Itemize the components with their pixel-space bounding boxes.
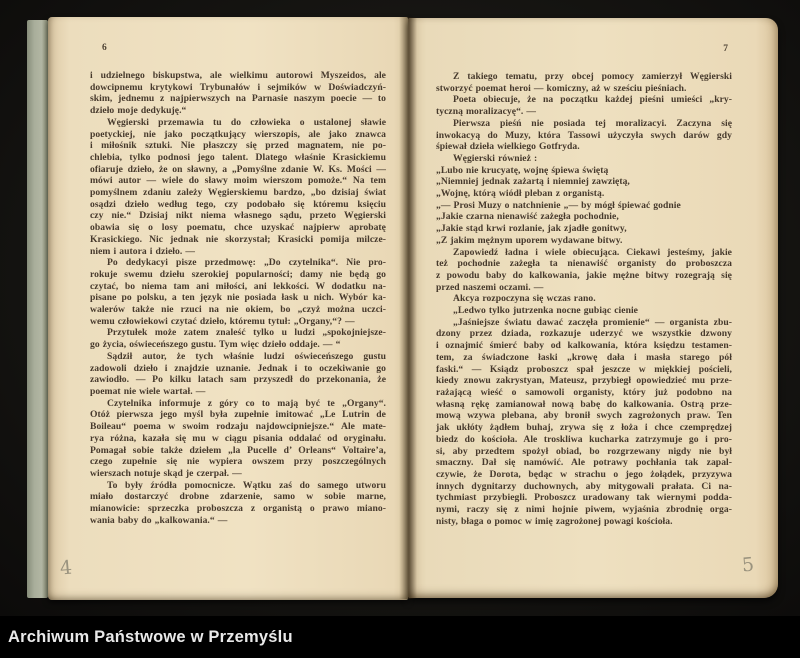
text-line: Sądził autor, że tych właśnie ludzi oświeceńszego gustu	[107, 350, 386, 362]
text-line: pomyślnem zdaniu zależy Węgierskiemu bardzo, „bo dzisiaj świat	[90, 187, 386, 199]
page-right	[408, 18, 778, 598]
page-left	[48, 17, 408, 600]
text-line: innych dygnitarzy duchownych, aby mitygowali prałata. Ci na-	[436, 480, 732, 492]
text-line: zadowoli dzieło i znajdzie uznanie. Jednak i to oczekiwanie go	[90, 362, 386, 374]
text-line: go życia, oświeceńszego gustu. Tym więc dzieło oddaje. — “	[90, 339, 341, 351]
text-line: nisty, błaga o pomoc w imię zagrożonej powagi kościoła.	[436, 515, 673, 527]
text-line: poetyckiej, nie jako początkujący wierszopis, ale jako znawca	[90, 128, 386, 140]
text-line: skim, jednemu z najpierwszych na Parnasie naszym poecie — to	[90, 93, 386, 105]
pencil-folio-left: 4	[59, 556, 74, 580]
text-line: niem i autora i dzieło. —	[90, 245, 195, 257]
text-line: „Jaśniejsze światu dawać zaczęła promienie“ — organista zbu-	[453, 316, 732, 328]
text-line: wemu człowiekowi czytać dzieło, któremu tytuł: „Organy,“? —	[90, 315, 355, 327]
text-line: ofiaruje dzieło, że on sławny, a „Pomyślne zdanie W. Ks. Mości —	[90, 163, 386, 175]
text-line: też pochodnie zażegła ta nienawiść organisty do proboszcza	[436, 258, 732, 270]
text-line: rażającą wieść o samowoli organisty, który już podobno na	[436, 386, 732, 398]
watermark-band	[0, 616, 800, 658]
text-line: jak ukłóty żądłem buhaj, zrywa się z łoża i chce czemprędzej	[436, 422, 732, 434]
text-line: wierszach notuje skąd je czerpał. —	[90, 467, 242, 479]
page-number-right: 7	[723, 44, 728, 54]
text-line: faski.“ — Ksiądz proboszcz spał jeszcze w miękkiej pościeli,	[436, 363, 732, 375]
text-line: dowcipnemu krytykowi Trybunałów i sejmików w Doświadczyń-	[90, 81, 386, 93]
text-line: Otóż pierwsza jego myśl była zupełnie imitować „Le Lutrin de	[90, 409, 386, 421]
text-line: przed naszemi oczami. —	[436, 281, 544, 293]
text-line: Pierwsza pieśń nie posiada tej moralizacyi. Zaczyna się	[453, 117, 732, 129]
text-line: Czytelnika informuje z góry co to mają być te „Organy“.	[107, 397, 386, 409]
text-line: zawiodło. — Po kilku latach sam przyszedł do przekonania, że	[90, 374, 386, 386]
text-line: i udzielnego biskupstwa, ale wielkimu autorowi Myszeidos, ale	[90, 70, 386, 81]
text-block-left	[90, 70, 386, 526]
text-line: Węgierski również :	[453, 152, 538, 164]
text-line: nymi, raczy się z nimi hojnie piwem, wyjaśnia zbrodnię orga-	[436, 504, 732, 516]
flyleaf-edge	[27, 20, 48, 598]
watermark-text: Archiwum Państwowe w Przemyślu	[8, 627, 293, 646]
text-line: Akcya rozpoczyna się wczas rano.	[453, 293, 596, 305]
text-line: To były źródła pomocnicze. Wątku zaś do samego utworu	[107, 479, 386, 491]
text-line: śpiewał dzieła wielkiego Gotfryda.	[436, 141, 580, 153]
text-line: dzony przez dziada, rozkazuje uderzyć we wszystkie dzwony	[436, 328, 732, 340]
text-line: Po dedykacyi pisze przedmowę: „Do czytelnika“. Nie pro-	[107, 257, 386, 269]
text-line: Krasickiego. Nic jednak nie skorzystał; Krasicki pomija milcze-	[90, 233, 386, 245]
text-line: mówi autor — wiele do sławy moim wierszom pomoże.“ Na tem	[90, 175, 386, 187]
text-line: „Z jakim mężnym uporem wydawane bitwy.	[436, 234, 623, 246]
text-line: biedz do kościoła. Ale troskliwa kucharka zatrzymuje go i pro-	[436, 433, 732, 445]
text-line: i miłośnik sztuki. Nie płaszczy się przed magnatem, nie po-	[90, 140, 386, 152]
text-line: Przytułek może zatem znaleść tylko u ludzi „spokojniejsze-	[107, 327, 386, 339]
pencil-folio-right: 5	[741, 553, 756, 577]
text-line: obawia się o losy poematu, chce uzyskać najpierw aprobatę	[90, 222, 386, 234]
text-line: czy nie.“ Dzisiaj nikt niema własnego sądu, przeto Węgierski	[90, 210, 386, 222]
page-number-left: 6	[102, 43, 107, 53]
text-line: smaczny. Dał się namówić. Ale potrawy pochłania tak zapal-	[436, 457, 732, 469]
text-line: czywie, że Dorota, będąc w strachu o jego żołądek, przyzywa	[436, 468, 732, 480]
text-line: chlebia, tylko podnosi jego talent. Dlatego właśnie Krasickiemu	[90, 151, 386, 163]
text-line: „Wojnę, którą wiódł pleban z organistą.	[436, 188, 605, 200]
text-line: mową wzywa plebana, aby bronił swych zagrożonych praw. Ten	[436, 410, 732, 422]
text-line: rokuje swemu dziełu szerokiej popularności; damy nie będą go	[90, 268, 386, 280]
text-line: „Jakie czarna nienawiść zażegła pochodnie,	[436, 211, 619, 223]
text-line: miało dostarczyć drobne zdarzenie, samo w sobie marne,	[90, 491, 386, 503]
text-line: poemat nie wiele wartał. —	[90, 385, 206, 397]
text-line: walerów także nie rzuci na nie okiem, bo „czyż można uczci-	[90, 304, 386, 316]
text-line: rya różna, kazała się mu w ciągu pisania oddalać od oryginału.	[90, 432, 386, 444]
text-line: czego zupełnie się nie wypiera owszem przy poszczególnych	[90, 456, 386, 468]
text-line: Pomagał sobie także dziełem „la Pucelle d’ Orleans“ Voltaire’a,	[90, 444, 386, 456]
text-line: tyczną moralizacyę“. —	[436, 106, 537, 118]
text-line: Zapowiedź ładna i wiele obiecująca. Ciekawi jesteśmy, jakie	[453, 246, 732, 258]
text-line: tychmiast przybiegli. Proboszcz uradowany tak wiernymi podda-	[436, 492, 732, 504]
text-line: czytać, bo niema tam ani miłości, ani lekkości. W dodatku na-	[90, 280, 386, 292]
text-line: pisane po polsku, a ten język nie posiada łask u nich. Wybór ka-	[90, 292, 386, 304]
text-line: własną rękę zamianował nową babę do kalkowania. Ostrą prze-	[436, 398, 732, 410]
text-line: „— Prosi Muzy o natchnienie „— by mógł śpiewać godnie	[436, 199, 681, 211]
text-line: Boileau“ poema w swoim rodzaju najdowcipniejsze.“ Ale mate-	[90, 421, 386, 433]
text-line: wania baby do „kalkowania.“ —	[90, 514, 228, 526]
text-line: inwokacyą do Muzy, która Tassowi użyczyła swych darów gdy	[436, 129, 732, 141]
text-line: z powodu baby do kalkowania, jakie mężne bitwy rozegrają się	[436, 269, 732, 281]
text-line: mianowicie: sprzeczka proboszcza z organistą o prawo miano-	[90, 503, 386, 515]
text-line: „Lubo nie krucyatę, wojnę śpiewa świętą	[436, 164, 609, 176]
text-line: si, aby przedtem spożył obiad, bo rozgrzewany nigdy nie był	[436, 445, 732, 457]
text-line: stworzyć poemat heroi — komiczny, aż w sześciu pieśniach.	[436, 82, 687, 94]
text-line: „Ledwo tylko jutrzenka nocne gubiąc cienie	[453, 305, 638, 317]
text-block-right	[436, 71, 732, 527]
text-line: i oznajmić śmierć baby od kalkowania, która księdzu testamen-	[436, 340, 732, 352]
text-line: dzieło moje dedykuję.“	[90, 105, 187, 117]
text-line: „Jakie stąd krwi rozlanie, jak zjadłe gonitwy,	[436, 223, 627, 235]
text-line: Z takiego tematu, przy obcej pomocy zamierzył Węgierski	[453, 71, 732, 82]
text-line: Poeta obiecuje, że na początku każdej pieśni umieści „kry-	[453, 94, 732, 106]
text-line: osądzi dzieło według tego, czy podobało się któremu księciu	[90, 198, 386, 210]
text-line: tem, za świadczone łaski „krowę dała i masła starego pół	[436, 351, 732, 363]
text-line: „Niemniej jednak zażartą i niemniej zawziętą,	[436, 176, 630, 188]
text-line: Węgierski przemawia tu do człowieka o ustalonej sławie	[107, 116, 386, 128]
text-line: kiedy znowu zakrystyan, Mateusz, przybiegł opowiedzieć mu prze-	[436, 375, 732, 387]
